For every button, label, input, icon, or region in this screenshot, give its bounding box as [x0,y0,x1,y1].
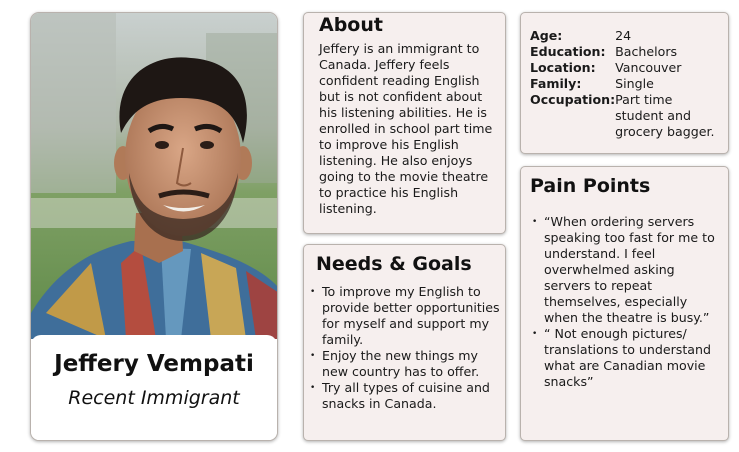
needs-goals-heading: Needs & Goals [316,253,472,275]
table-row [530,92,723,140]
demographic-label: Family: [530,76,582,91]
list-item: • Enjoy the new things my new country has to offer. [310,348,500,380]
demographic-label: Age: [530,28,563,43]
persona-name: Jeffery Vempati [54,351,254,377]
demographic-label: Education: [530,44,606,59]
demographic-label: Occupation: [530,92,616,107]
list-item: • “ Not enough pictures/ translations to understand what are Canadian movie snacks” [532,326,722,390]
pain-points-heading: Pain Points [530,175,651,197]
table-row [530,60,723,76]
persona-role: Recent Immigrant [68,387,240,409]
demographic-value: Single [615,76,654,91]
needs-goals-card [303,244,506,441]
table-row [530,44,723,60]
demographic-value: Vancouver [615,60,682,75]
list-item: • To improve my English to provide better opportunities for myself and support my family. [310,284,500,348]
pain-points-card [520,166,729,441]
name-plate [31,335,277,441]
demographics-card [520,12,729,154]
demographic-value: Part time student and grocery bagger. [615,92,715,139]
demographic-value: 24 [615,28,632,43]
profile-card [30,12,278,441]
about-card [303,12,506,234]
about-heading: About [319,14,383,36]
pain-points-list [532,214,722,390]
profile-photo [31,13,278,339]
demographic-value: Bachelors [615,44,678,59]
about-text: Jeffery is an immigrant to Canada. Jeffery feels confident reading English but is not confident about his listening abilities. He is enrolled in school part time to improve his English listening. He also enjoys going to the movie theatre to practice his English listening. [319,41,493,216]
list-item: • “When ordering servers speaking too fast for me to understand. I feel overwhelmed asking servers to repeat themselves, especially when the theatre is busy.” [532,214,722,326]
table-row [530,76,723,92]
list-item: • Try all types of cuisine and snacks in Canada. [310,380,500,412]
needs-goals-list [310,284,500,412]
table-row [530,28,723,44]
demographic-label: Location: [530,60,596,75]
demographics-table [530,28,723,140]
